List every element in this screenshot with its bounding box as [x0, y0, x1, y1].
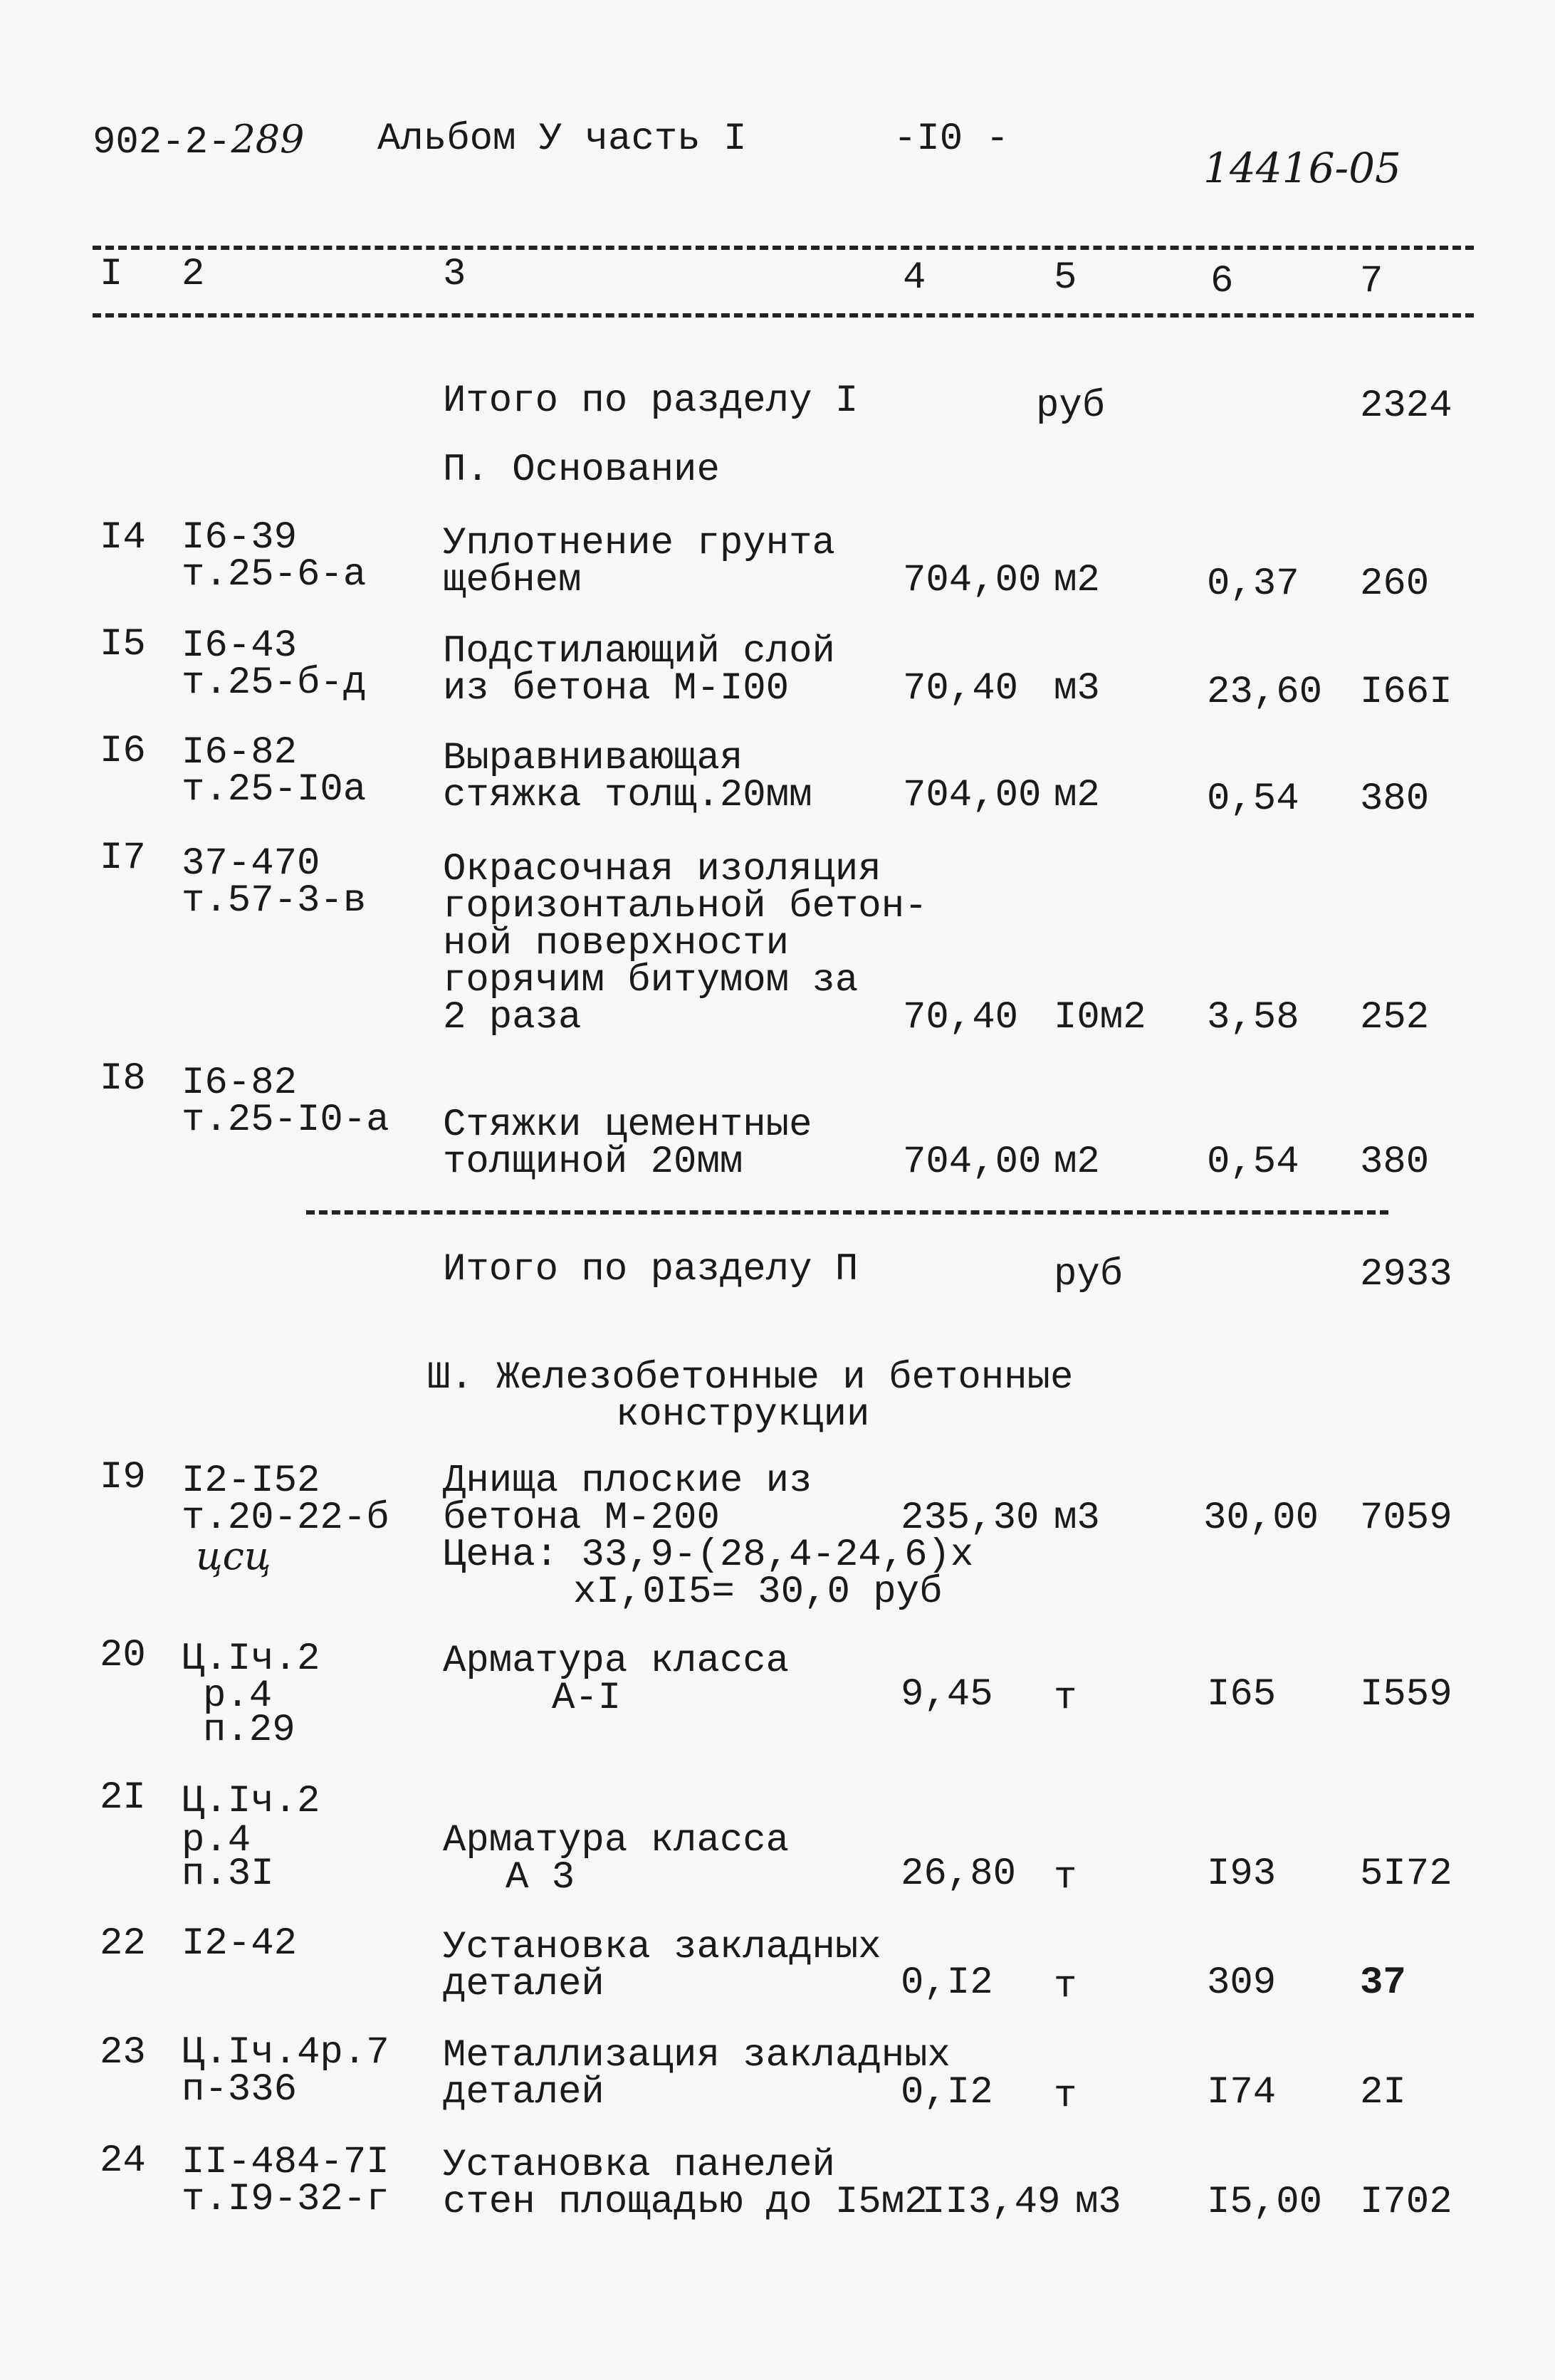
unit: м2 — [1054, 559, 1100, 602]
unit: т — [1054, 1677, 1077, 1720]
row-number: 2I — [100, 1776, 146, 1820]
section1-total-sum: 2324 — [1360, 384, 1452, 428]
work-description: стен площадью до I5м2 — [443, 2181, 928, 2224]
header-rule-bottom — [93, 313, 1474, 318]
norm-code: I2-I52 — [182, 1459, 320, 1503]
col-header-4: 4 — [903, 256, 926, 300]
norm-code: I6-82 — [182, 1061, 298, 1105]
section-divider — [306, 1210, 1388, 1215]
work-description: Днища плоские из — [443, 1459, 812, 1503]
unit: т — [1054, 1965, 1077, 2008]
quantity: 704,00 — [903, 559, 1042, 602]
unit-price: 30,00 — [1203, 1496, 1319, 1540]
cost: 380 — [1360, 777, 1430, 821]
norm-code: т.I9-32-г — [182, 2178, 389, 2221]
album-title: Альбом У часть I — [377, 117, 747, 161]
unit-price: I93 — [1207, 1852, 1277, 1896]
col-header-5: 5 — [1054, 256, 1077, 300]
cost: 252 — [1360, 996, 1430, 1039]
quantity: 235,30 — [901, 1496, 1040, 1540]
price-calculation: Цена: 33,9-(28,4-24,6)х — [443, 1534, 974, 1577]
section2-total-label: Итого по разделу П — [443, 1248, 859, 1291]
quantity: 70,40 — [903, 667, 1019, 711]
work-description: деталей — [443, 2071, 604, 2114]
quantity: 0,I2 — [901, 1961, 993, 2005]
page-number: -I0 - — [894, 117, 1010, 161]
norm-code: I6-43 — [182, 624, 298, 668]
norm-code: п.3I — [182, 1852, 274, 1896]
norm-code: I2-42 — [182, 1922, 298, 1966]
doc-code-prefix: 902-2- — [93, 121, 231, 164]
norm-code: Ц.Iч.2 — [182, 1637, 320, 1681]
norm-code: т.25-I0-а — [182, 1099, 389, 1142]
work-description: 2 раза — [443, 996, 582, 1039]
work-description: горячим битумом за — [443, 959, 859, 1002]
row-number: 24 — [100, 2139, 146, 2183]
cost: 260 — [1360, 562, 1430, 606]
unit-price: 23,60 — [1207, 671, 1323, 714]
work-description: Установка закладных — [443, 1926, 881, 1969]
cost: 5I72 — [1360, 1852, 1452, 1896]
unit: I0м2 — [1054, 996, 1146, 1039]
cost: 380 — [1360, 1141, 1430, 1184]
unit: м3 — [1075, 2181, 1121, 2224]
work-description: А-I — [552, 1677, 622, 1720]
unit: м3 — [1054, 667, 1100, 711]
row-number: 20 — [100, 1634, 146, 1677]
work-description: Окрасочная изоляция — [443, 848, 881, 891]
work-description: деталей — [443, 1963, 604, 2006]
quantity: 9,45 — [901, 1673, 993, 1716]
work-description: Арматура класса — [443, 1640, 790, 1683]
quantity: 0,I2 — [901, 2071, 993, 2114]
handwritten-note: цсц — [196, 1534, 271, 1578]
norm-code: 37-470 — [182, 842, 320, 886]
section2-total-sum: 2933 — [1360, 1253, 1452, 1296]
norm-code: п.29 — [203, 1709, 295, 1752]
unit-price: 0,54 — [1207, 1141, 1299, 1184]
norm-code: т.25-б-д — [182, 661, 367, 705]
unit: м2 — [1054, 1141, 1100, 1184]
row-number: 22 — [100, 1922, 146, 1966]
work-description: из бетона М-I00 — [443, 667, 790, 711]
norm-code: р.4 — [203, 1674, 273, 1718]
header-rule-top — [93, 246, 1474, 250]
norm-code: I6-82 — [182, 731, 298, 775]
quantity: 704,00 — [903, 774, 1042, 817]
unit: м2 — [1054, 774, 1100, 817]
norm-code: т.20-22-б — [182, 1496, 389, 1540]
row-number: 23 — [100, 2031, 146, 2075]
norm-code: п-336 — [182, 2068, 298, 2112]
work-description: бетона М-200 — [443, 1496, 720, 1540]
doc-code-number: 289 — [231, 117, 305, 162]
price-calculation: хI,0I5= 30,0 руб — [573, 1571, 943, 1614]
work-description: Выравнивающая — [443, 737, 743, 780]
norm-code: р.4 — [182, 1819, 251, 1862]
row-number: I9 — [100, 1456, 146, 1499]
unit-price: 309 — [1207, 1961, 1277, 2005]
handwritten-stamp: 14416-05 — [1203, 144, 1401, 192]
work-description: Металлизация закладных — [443, 2034, 951, 2077]
quantity: 70,40 — [903, 996, 1019, 1039]
row-number: I7 — [100, 837, 146, 880]
quantity: II3,49 — [922, 2181, 1061, 2224]
row-number: I4 — [100, 516, 146, 560]
unit: м3 — [1054, 1496, 1100, 1540]
cost: 37 — [1360, 1961, 1406, 2005]
cost: 7059 — [1360, 1496, 1452, 1540]
norm-code: II-484-7I — [182, 2141, 389, 2184]
work-description: стяжка толщ.20мм — [443, 774, 812, 817]
unit-price: I65 — [1207, 1673, 1277, 1716]
section2-total-unit: руб — [1054, 1253, 1124, 1296]
row-number: I6 — [100, 730, 146, 773]
col-header-7: 7 — [1360, 260, 1383, 303]
unit: т — [1054, 1856, 1077, 1899]
unit-price: 0,54 — [1207, 777, 1299, 821]
row-number: I8 — [100, 1057, 146, 1101]
quantity: 26,80 — [901, 1852, 1017, 1896]
section3-title: Ш. Железобетонные и бетонные — [427, 1356, 1074, 1400]
work-description: щебнем — [443, 559, 582, 602]
work-description: Арматура класса — [443, 1819, 790, 1862]
quantity: 704,00 — [903, 1141, 1042, 1184]
col-header-6: 6 — [1210, 260, 1234, 303]
norm-code: Ц.Iч.2 — [182, 1780, 320, 1823]
work-description: Установка панелей — [443, 2144, 835, 2187]
col-header-1: I — [100, 253, 123, 296]
col-header-3: 3 — [443, 253, 466, 296]
unit-price: 3,58 — [1207, 996, 1299, 1039]
cost: I66I — [1360, 671, 1452, 714]
norm-code: т.25-6-а — [182, 553, 367, 597]
cost: I559 — [1360, 1673, 1452, 1716]
work-description: горизонтальной бетон- — [443, 885, 928, 928]
norm-code: I6-39 — [182, 516, 298, 560]
section3-title-cont: конструкции — [616, 1393, 870, 1437]
section1-total-label: Итого по разделу I — [443, 379, 859, 423]
work-description: Уплотнение грунта — [443, 522, 835, 565]
work-description: ной поверхности — [443, 922, 790, 965]
cost: 2I — [1360, 2071, 1406, 2114]
doc-code — [93, 117, 305, 164]
section1-total-unit: руб — [1036, 384, 1106, 428]
unit-price: I5,00 — [1207, 2181, 1323, 2224]
norm-code: Ц.Iч.4р.7 — [182, 2031, 389, 2075]
col-header-2: 2 — [182, 253, 205, 296]
unit-price: 0,37 — [1207, 562, 1299, 606]
work-description: толщиной 20мм — [443, 1141, 743, 1184]
cost: I702 — [1360, 2181, 1452, 2224]
work-description: Подстилающий слой — [443, 630, 835, 673]
norm-code: т.25-I0а — [182, 768, 367, 812]
section2-title: П. Основание — [443, 449, 720, 492]
unit-price: I74 — [1207, 2071, 1277, 2114]
row-number: I5 — [100, 623, 146, 666]
unit: т — [1054, 2075, 1077, 2118]
work-description: Стяжки цементные — [443, 1103, 812, 1147]
norm-code: т.57-3-в — [182, 879, 367, 923]
work-description: А 3 — [506, 1856, 575, 1899]
